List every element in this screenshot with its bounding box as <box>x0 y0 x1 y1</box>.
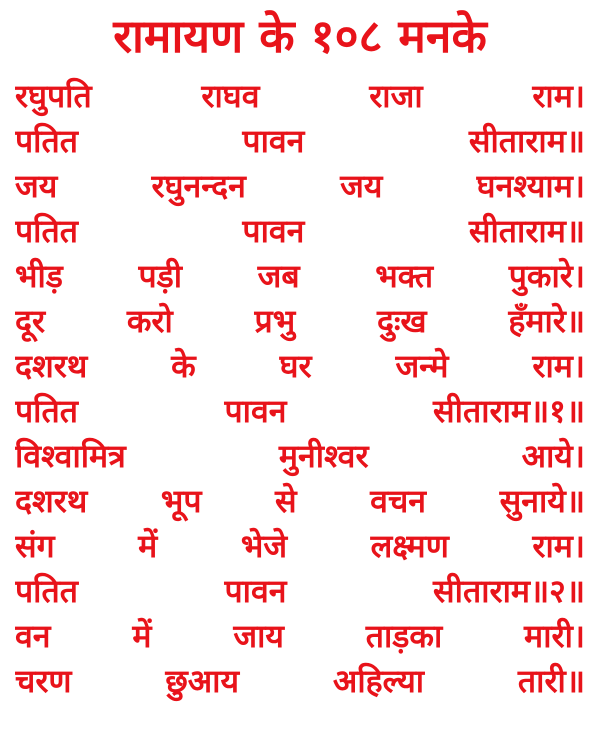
verse-line: पतित पावन सीताराम॥ <box>15 212 585 250</box>
page-title: रामायण के १०८ मनके <box>113 9 487 63</box>
verse-line: वन में जाय ताड़का मारी। <box>15 617 585 655</box>
verse-body <box>15 74 585 704</box>
verse-line: पतित पावन सीताराम॥२॥ <box>15 572 585 610</box>
verse-line: दशरथ के घर जन्मे राम। <box>15 347 585 385</box>
verse-line: दशरथ भूप से वचन सुनाये॥ <box>15 482 585 520</box>
verse-line: भीड़ पड़ी जब भक्त पुकारे। <box>15 257 585 295</box>
verse-line: विश्वामित्र मुनीश्वर आये। <box>15 437 585 475</box>
verse-line: पतित पावन सीताराम॥ <box>15 122 585 160</box>
verse-line: दूर करो प्रभु दुःख हँमारे॥ <box>15 302 585 340</box>
verse-line: पतित पावन सीताराम॥१॥ <box>15 392 585 430</box>
verse-line: जय रघुनन्दन जय घनश्याम। <box>15 167 585 205</box>
verse-line: रघुपति राघव राजा राम। <box>15 77 585 115</box>
verse-line: चरण छुआय अहिल्या तारी॥ <box>15 662 585 700</box>
verse-line: संग में भेजे लक्ष्मण राम। <box>15 527 585 565</box>
